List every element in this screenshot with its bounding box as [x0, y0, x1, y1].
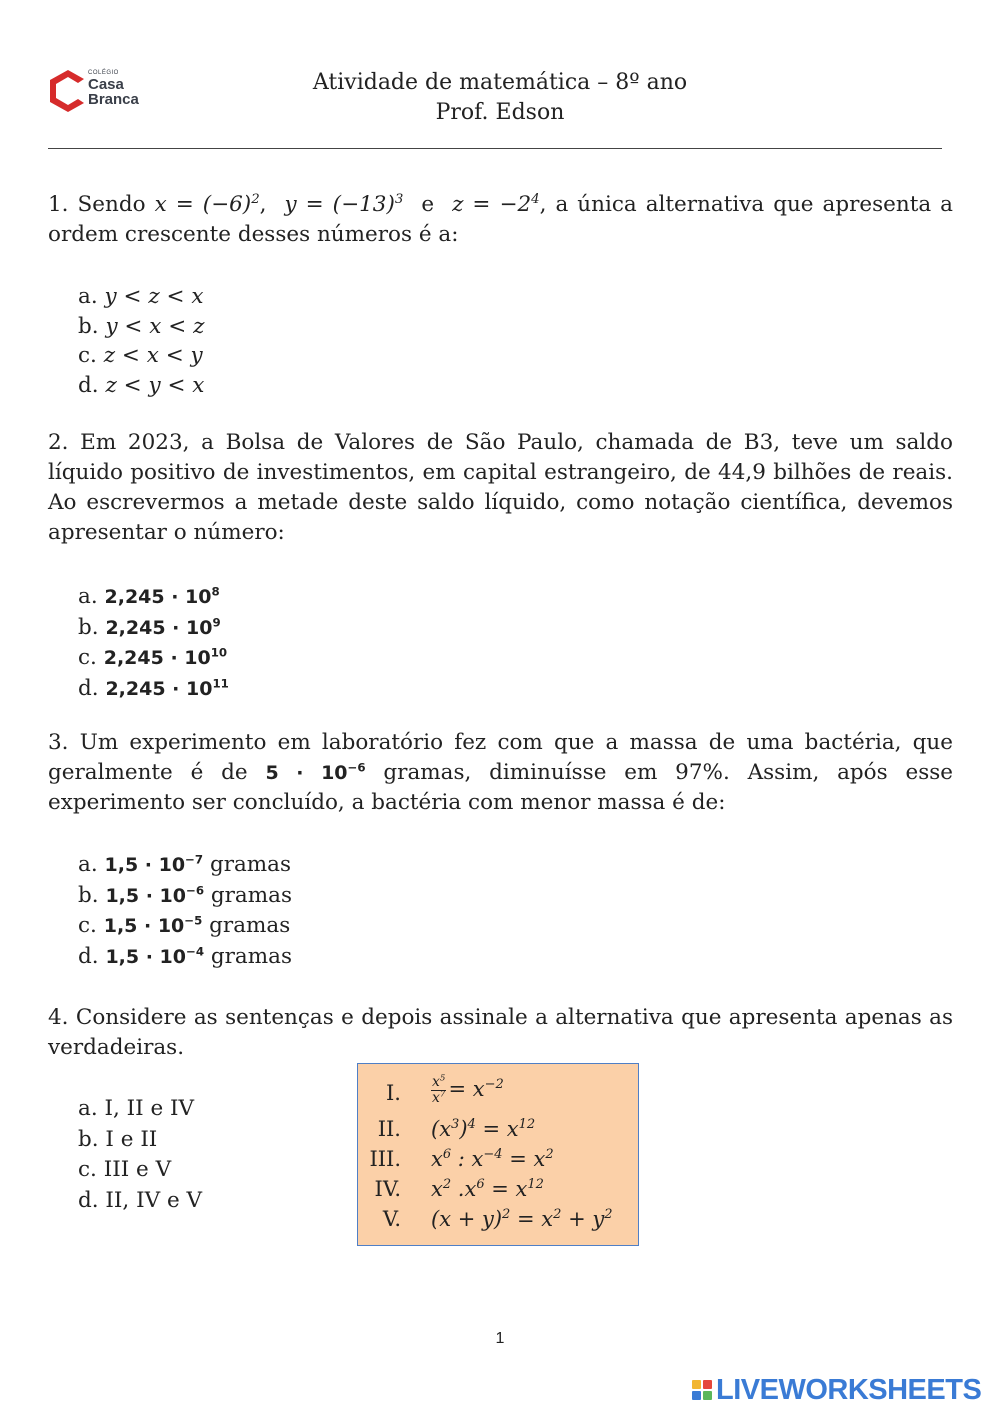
question-2-text: 2. Em 2023, a Bolsa de Valores de São Paulo, chamada de B3, teve um saldo líquido positivo de investimentos, em capital estrangeiro, de 44,9 bilhões de reais. Ao escrevermos a metade deste saldo líquido, como notação científica, devemos apresentar o número:: [48, 430, 953, 545]
sentence-1: I. $\frac{x^5}{x^7}$ = $x^{-2}$: [386, 1073, 504, 1106]
question-4-text: 4. Considere as sentenças e depois assinale a alternativa que apresenta apenas as verdadeiras.: [48, 1005, 953, 1060]
q3-mass-value: $5 \cdot 10^{-6}$: [265, 760, 366, 784]
sentence-2: II. $(x^3)^4 = x^{12}$: [377, 1117, 536, 1141]
q1-option-b[interactable]: b. y < x < z: [78, 313, 205, 339]
teacher-name: Prof. Edson: [435, 100, 565, 125]
worksheet-header: [0, 68, 1000, 128]
q1-y-expression: $y = (-13)^3$: [284, 191, 404, 217]
q2-option-d[interactable]: d. $2,245 \cdot 10^{11}$: [78, 675, 229, 701]
q1-x-expression: $x = (-6)^2$: [154, 191, 260, 217]
sentence-5: V. $(x + y)^2 = x^2 + y^2$: [382, 1207, 613, 1231]
sentence-3: III. $x^6$ : $x^{-4} = x^2$: [369, 1147, 554, 1171]
q3-option-b[interactable]: b. $1,5 \cdot 10^{-6}$ gramas: [78, 882, 292, 908]
logo-line-1: Casa: [88, 76, 124, 93]
q3-option-a[interactable]: a. $1,5 \cdot 10^{-7}$ gramas: [78, 852, 292, 877]
page-number: 1: [495, 1330, 505, 1347]
q3-option-c[interactable]: c. $1,5 \cdot 10^{-5}$ gramas: [78, 913, 291, 938]
q1-option-a[interactable]: a. y < z < x: [78, 284, 204, 309]
q1-option-d[interactable]: d. z < y < x: [78, 372, 205, 398]
logo-small-text: COLÉGIO: [88, 70, 119, 76]
header-divider: [48, 148, 942, 149]
question-1-text: 1. Sendo $x = (-6)^2$, $y = (-13)^3$ e $z = -2^4$, a única alternativa que apresenta a ordem crescente desses números é a:: [48, 191, 954, 247]
logo-line-2: Branca: [88, 91, 139, 108]
liveworksheets-brand[interactable]: [692, 1375, 981, 1405]
q2-option-b[interactable]: b. $2,245 \cdot 10^9$: [78, 614, 221, 640]
question-2-options: [78, 582, 229, 704]
q2-option-c[interactable]: c. $2,245 \cdot 10^{10}$: [78, 645, 228, 670]
question-1-options: [78, 282, 204, 400]
q4-option-b[interactable]: b. I e II: [78, 1126, 158, 1152]
q4-option-d[interactable]: d. II, IV e V: [78, 1187, 203, 1213]
question-3-options: [78, 850, 292, 972]
liveworksheets-logo-icon: [692, 1380, 712, 1400]
q4-option-a[interactable]: a. I, II e IV: [78, 1096, 195, 1121]
liveworksheets-wordmark: LIVEWORKSHEETS: [716, 1373, 982, 1406]
question-4-options: [78, 1094, 202, 1216]
sentence-4: IV. $x^2$ $.x^6 = x^{12}$: [374, 1177, 544, 1201]
q1-z-expression: $z = -2^4$: [452, 191, 540, 217]
q2-option-a[interactable]: a. $2,245 \cdot 10^8$: [78, 584, 220, 609]
q3-option-d[interactable]: d. $1,5 \cdot 10^{-4}$ gramas: [78, 943, 292, 969]
q1-option-c[interactable]: c. z < x < y: [78, 343, 203, 368]
q4-option-c[interactable]: c. III e V: [78, 1157, 172, 1182]
worksheet-title: Atividade de matemática – 8º ano: [312, 70, 688, 95]
sentences-box: [357, 1063, 639, 1246]
question-3-text: 3. Um experimento em laboratório fez com que a massa de uma bactéria, que geralmente é de $5 \cdot 10^{-6}$ gramas, diminuísse em 97%. Assim, após esse experimento ser concluído, a bactéria com menor massa é de:: [48, 730, 953, 815]
sentence-1-fraction: $\frac{x^5}{x^7}$: [432, 1073, 446, 1106]
